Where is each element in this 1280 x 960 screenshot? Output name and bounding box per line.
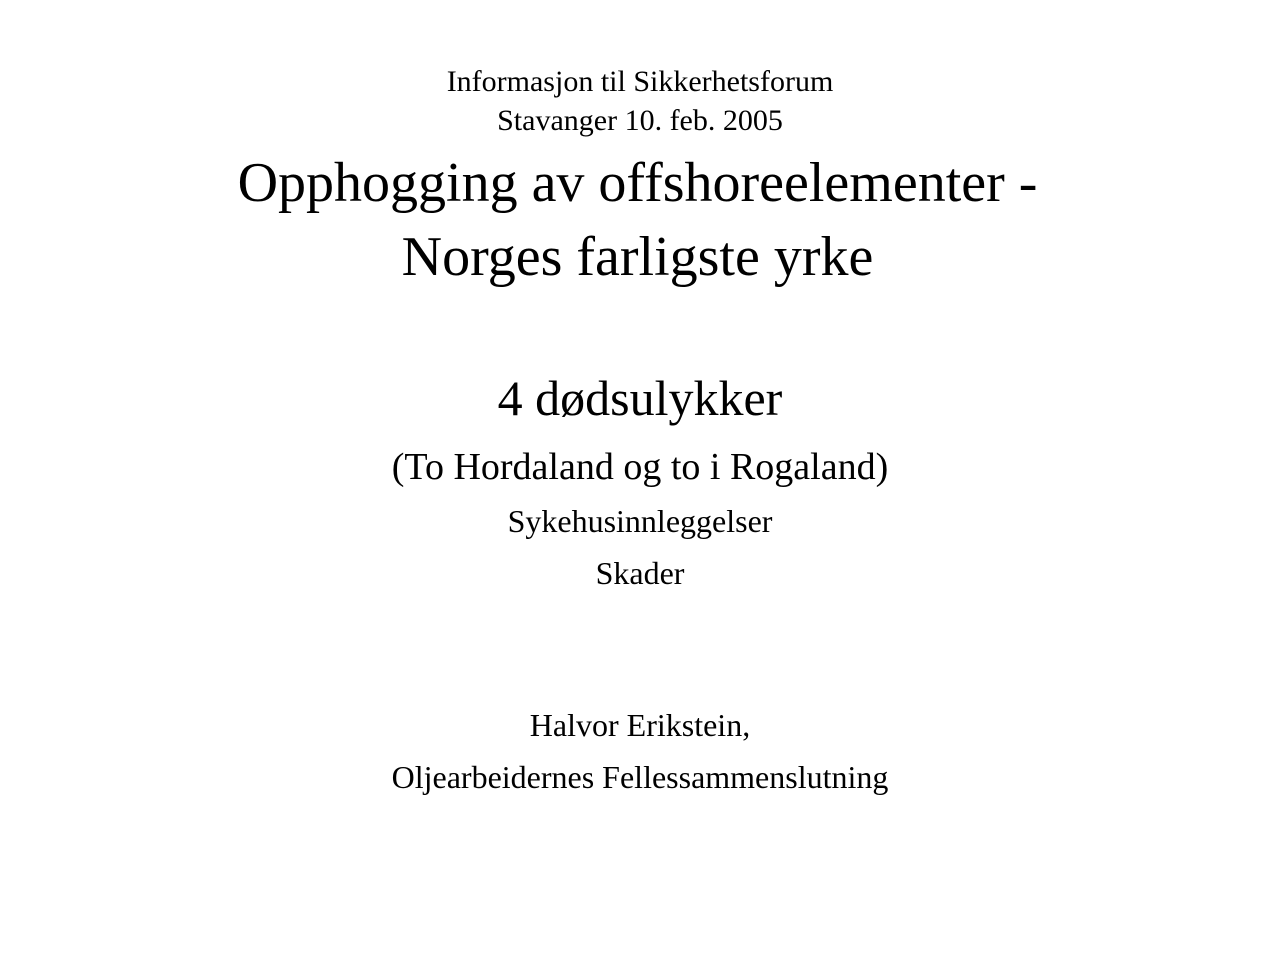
author-name: Halvor Erikstein, <box>529 707 751 743</box>
header-event-line: Informasjon til Sikkerhetsforum <box>446 65 834 98</box>
header-date-line: Stavanger 10. feb. 2005 <box>497 104 783 137</box>
fatalities-headline: 4 dødsulykker <box>497 370 783 426</box>
author-organization: Oljearbeidernes Fellessammenslutning <box>391 759 889 795</box>
hospitalizations-item: Sykehusinnleggelser <box>507 503 773 539</box>
slide-title-line-2: Norges farligste yrke <box>401 226 874 288</box>
injuries-item: Skader <box>595 555 685 591</box>
slide-title-line-1: Opphogging av offshoreelementer - <box>237 152 1038 214</box>
fatalities-detail: (To Hordaland og to i Rogaland) <box>391 446 889 488</box>
